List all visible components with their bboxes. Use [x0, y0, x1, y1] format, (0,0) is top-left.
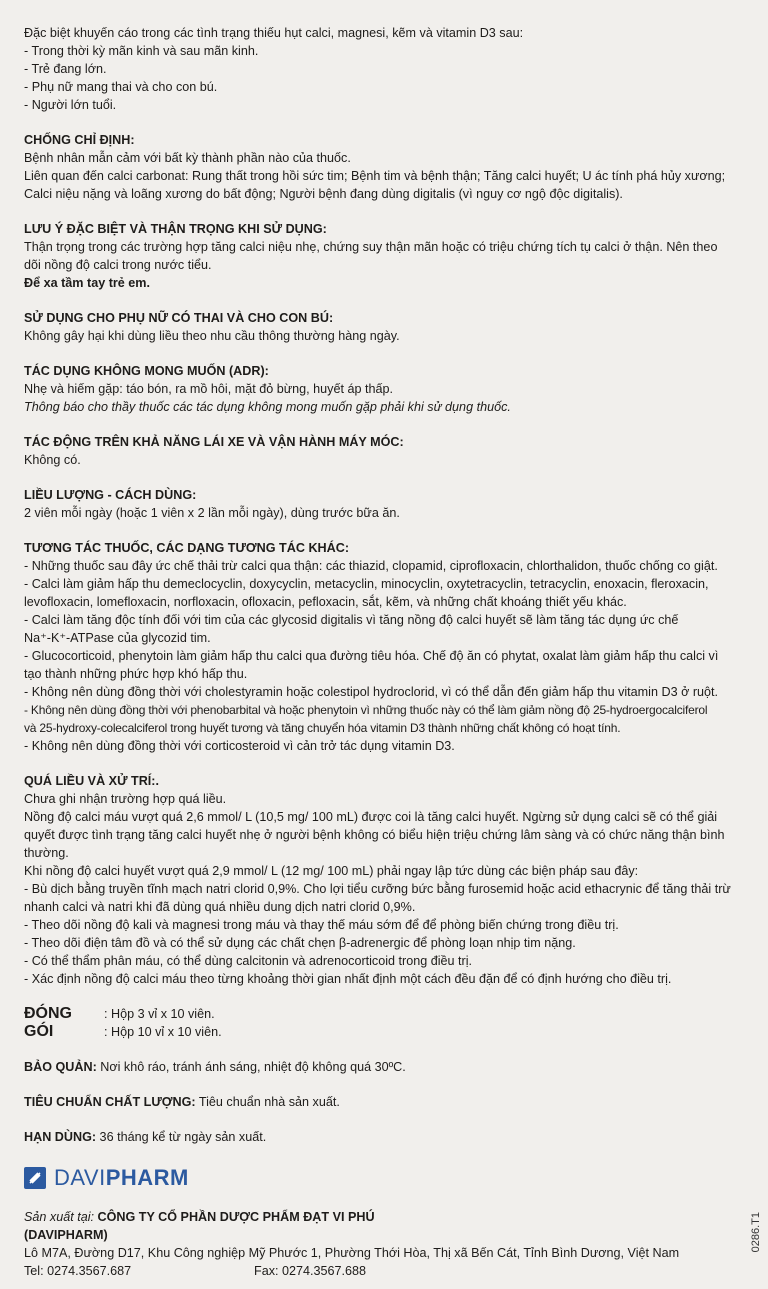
logo-text-light: DAVI	[54, 1165, 106, 1190]
interactions-line: tạo thành những phức hợp khó hấp thu.	[24, 667, 248, 681]
contact-row	[24, 1262, 746, 1280]
driving-heading: TÁC ĐỘNG TRÊN KHẢ NĂNG LÁI XE VÀ VẬN HÀNH MÁY MÓC:	[24, 435, 404, 449]
expiry-heading: HẠN DÙNG:	[24, 1130, 97, 1144]
overdose-line: Chưa ghi nhận trường hợp quá liều.	[24, 792, 227, 806]
dosage-text: 2 viên mỗi ngày (hoặc 1 viên x 2 lần mỗi ngày), dùng trước bữa ăn.	[24, 506, 400, 520]
overdose-line: - Có thể thẩm phân máu, có thể dùng calcitonin và adrenocorticoid trong điều trị.	[24, 954, 473, 968]
davipharm-logo	[24, 1164, 746, 1192]
interactions-line: Na⁺-K⁺-ATPase của glycozid tim.	[24, 631, 211, 645]
maker-line	[24, 1208, 746, 1226]
overdose-line: - Xác định nồng độ calci máu theo từng khoảng thời gian nhất định một cách đều đặn để có định hướng cho điều trị.	[24, 972, 672, 986]
fax-text: Fax: 0274.3567.688	[254, 1264, 367, 1278]
packing-heading: ĐÓNG GÓI	[24, 1005, 72, 1040]
driving-text: Không có.	[24, 453, 81, 467]
intro-item: - Trẻ đang lớn.	[24, 62, 107, 76]
contra-line: Liên quan đến calci carbonat: Rung thất trong hồi sức tim; Bệnh tim và bệnh thận; Tăng calci huyết; U ác tính phá hủy xương;	[24, 169, 726, 183]
logo-text	[54, 1165, 189, 1191]
maker-label: Sản xuất tại:	[24, 1210, 95, 1224]
dosage-heading: LIỀU LƯỢNG - CÁCH DÙNG:	[24, 488, 197, 502]
interactions-line: - Không nên dùng đồng thời với phenobarbital và hoặc phenytoin vì những thuốc này có thể làm giảm nồng độ 25-hydroergocalciferol	[24, 703, 708, 717]
caution-line: dõi nồng độ calci trong nước tiểu.	[24, 258, 212, 272]
standard-line	[24, 1093, 746, 1111]
contra-line: Calci niệu nặng và loãng xương do bất động; Người bệnh đang dùng digitalis (vì nguy cơ ngộ độc digitalis).	[24, 187, 623, 201]
keep-away-note: Để xa tầm tay trẻ em.	[24, 276, 150, 290]
standard-heading: TIÊU CHUẨN CHẤT LƯỢNG:	[24, 1095, 196, 1109]
interactions-line: và 25-hydroxy-colecalciferol trong huyết tương và tăng chuyển hóa vitamin D3 thành những chất không có hoạt tính.	[24, 721, 621, 735]
storage-text: Nơi khô ráo, tránh ánh sáng, nhiệt độ không quá 30ºC.	[96, 1060, 406, 1074]
storage-line	[24, 1058, 746, 1076]
adr-note: Thông báo cho thầy thuốc các tác dụng không mong muốn gặp phải khi sử dụng thuốc.	[24, 400, 511, 414]
interactions-line: - Những thuốc sau đây ức chế thải trừ calci qua thận: các thiazid, clopamid, ciprofloxacin, chlorthalidon, thuốc chống co giật.	[24, 559, 718, 573]
logo-text-bold: PHARM	[105, 1165, 189, 1190]
davipharm-logo-icon	[24, 1167, 46, 1189]
intro-item: - Người lớn tuổi.	[24, 98, 117, 112]
interactions-heading: TƯƠNG TÁC THUỐC, CÁC DẠNG TƯƠNG TÁC KHÁC:	[24, 541, 350, 555]
overdose-line: nhanh calci và natri khi đã dùng quá nhiều dung dịch natri clorid 0,9%.	[24, 900, 416, 914]
expiry-line	[24, 1128, 746, 1146]
maker-company: CÔNG TY CỔ PHẦN DƯỢC PHẨM ĐẠT VI PHÚ	[94, 1210, 375, 1224]
packing-row	[24, 1005, 746, 1041]
contra-line: Bệnh nhân mẫn cảm với bất kỳ thành phần nào của thuốc.	[24, 151, 351, 165]
caution-heading: LƯU Ý ĐẶC BIỆT VÀ THẬN TRỌNG KHI SỬ DỤNG:	[24, 222, 327, 236]
overdose-heading: QUÁ LIỀU VÀ XỬ TRÍ:.	[24, 774, 159, 788]
maker-address: Lô M7A, Đường D17, Khu Công nghiệp Mỹ Phước 1, Phường Thới Hòa, Thị xã Bến Cát, Tỉnh Bình Dương, Việt Nam	[24, 1246, 680, 1260]
adr-text: Nhẹ và hiếm gặp: táo bón, ra mồ hôi, mặt đỏ bừng, huyết áp thấp.	[24, 382, 393, 396]
expiry-text: 36 tháng kể từ ngày sản xuất.	[96, 1130, 267, 1144]
interactions-line: - Không nên dùng đồng thời với cholestyramin hoặc colestipol hydroclorid, vì có thể dẫn đến giảm hấp thu vitamin D3 ở ruột.	[24, 685, 719, 699]
overdose-line: quyết được tình trạng tăng calci huyết nhẹ ở người bệnh không có biểu hiện triệu chứng lâm sàng và có chức năng thận bình	[24, 828, 725, 842]
intro-item: - Trong thời kỳ mãn kinh và sau mãn kinh.	[24, 44, 259, 58]
interactions-line: - Glucocorticoid, phenytoin làm giảm hấp thu calci qua đường tiêu hóa. Chế độ ăn có phytat, oxalat làm giảm hấp thu calci vì	[24, 649, 719, 663]
interactions-line: - Không nên dùng đồng thời với corticosteroid vì cản trở tác dụng vitamin D3.	[24, 739, 455, 753]
pregnancy-heading: SỬ DỤNG CHO PHỤ NỮ CÓ THAI VÀ CHO CON BÚ:	[24, 311, 334, 325]
packing-option: : Hộp 10 vỉ x 10 viên.	[104, 1025, 222, 1039]
maker-short-name: (DAVIPHARM)	[24, 1228, 108, 1242]
intro-lead: Đặc biệt khuyến cáo trong các tình trạng thiếu hụt calci, magnesi, kẽm và vitamin D3 sau:	[24, 26, 524, 40]
tel-text: Tel: 0274.3567.687	[24, 1264, 132, 1278]
overdose-line: thường.	[24, 846, 69, 860]
contra-heading: CHỐNG CHỈ ĐỊNH:	[24, 133, 135, 147]
overdose-line: - Bù dịch bằng truyền tĩnh mạch natri clorid 0,9%. Cho lợi tiểu cưỡng bức bằng furosemid hoặc acid ethacrynic để tăng thải trừ	[24, 882, 731, 896]
packing-option: : Hộp 3 vỉ x 10 viên.	[104, 1007, 215, 1021]
overdose-line: Nồng độ calci máu vượt quá 2,6 mmol/ L (10,5 mg/ 100 mL) được coi là tăng calci huyết. Ngừng sử dụng calci sẽ có thể giải	[24, 810, 718, 824]
standard-text: Tiêu chuẩn nhà sản xuất.	[195, 1095, 340, 1109]
pregnancy-text: Không gây hại khi dùng liều theo nhu cầu thông thường hàng ngày.	[24, 329, 400, 343]
interactions-line: - Calci làm tăng độc tính đối với tim của các glycosid digitalis vì tăng nồng độ calci huyết sẽ làm tăng tác dụng ức chế	[24, 613, 679, 627]
overdose-line: Khi nồng độ calci huyết vượt quá 2,9 mmol/ L (12 mg/ 100 mL) phải ngay lập tức dùng các biện pháp sau đây:	[24, 864, 639, 878]
storage-heading: BẢO QUẢN:	[24, 1060, 97, 1074]
leaflet-page	[24, 24, 746, 1280]
interactions-line: - Calci làm giảm hấp thu demeclocyclin, doxycyclin, metacyclin, minocyclin, oxytetracyclin, tetracyclin, enoxacin, fleroxacin,	[24, 577, 709, 591]
interactions-line: levofloxacin, lomefloxacin, norfloxacin, ofloxacin, pefloxacin, sắt, kẽm, và những chất khoáng thiết yếu khác.	[24, 595, 627, 609]
overdose-line: - Theo dõi nồng độ kali và magnesi trong máu và thay thế máu sớm để để phòng biến chứng trong điều trị.	[24, 918, 619, 932]
intro-item: - Phụ nữ mang thai và cho con bú.	[24, 80, 218, 94]
print-code: 0286.T1	[750, 1212, 762, 1253]
caution-line: Thận trọng trong các trường hợp tăng calci niệu nhẹ, chứng suy thận mãn hoặc có triệu chứng tích tụ calci ở thận. Nên theo	[24, 240, 718, 254]
adr-heading: TÁC DỤNG KHÔNG MONG MUỐN (ADR):	[24, 364, 269, 378]
overdose-line: - Theo dõi điện tâm đồ và có thể sử dụng các chất chẹn β-adrenergic để phòng loạn nhịp tim nặng.	[24, 936, 576, 950]
